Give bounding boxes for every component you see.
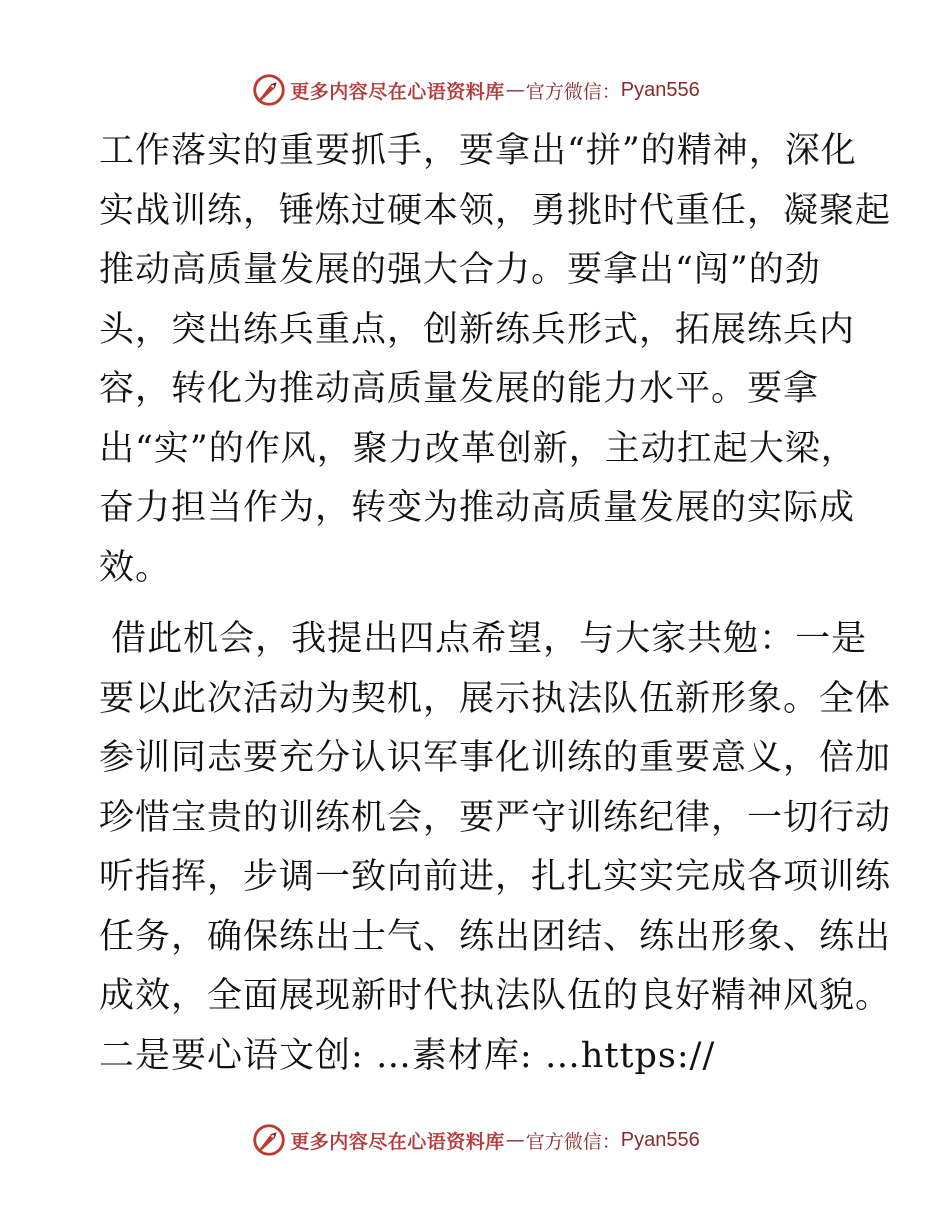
banner-separator: — [505, 1129, 525, 1151]
pen-nib-logo-icon [250, 1121, 288, 1159]
footer-banner [0, 1120, 950, 1160]
banner-official-label: 官方微信： [525, 1130, 621, 1153]
header-banner [0, 70, 950, 110]
banner-brand-text: 更多内容尽在心语资料库 [290, 80, 505, 103]
text-line: 要以此次活动为契机，展示执法队伍新形象。全体 [99, 678, 892, 719]
banner-official-label: 官方微信： [525, 80, 621, 103]
paragraph-1 [99, 122, 892, 598]
document-body [99, 122, 892, 1086]
text-line: 奋力担当作为，转变为推动高质量发展的实际成 [99, 488, 856, 528]
text-line: 头，突出练兵重点，创新练兵形式，拓展练兵内 [99, 309, 856, 350]
text-line: 工作落实的重要抓手，要拿出“拼”的精神，深化 [99, 131, 857, 171]
pen-nib-logo-icon [250, 71, 288, 109]
banner-separator: — [505, 79, 525, 101]
banner-account-id: Pyan556 [620, 1128, 700, 1151]
text-line: 容，转化为推动高质量发展的能力水平。要拿 [99, 369, 820, 409]
paragraph-2 [99, 610, 892, 1086]
text-line: 借此机会，我提出四点希望，与大家共勉：一是 [99, 619, 868, 659]
text-line: 实战训练，锤炼过硬本领，勇挑时代重任，凝聚起 [99, 190, 892, 231]
banner-account-id: Pyan556 [620, 78, 700, 101]
text-line-link-fragment: 二是要心语文创: …素材库: …https:// [99, 1035, 716, 1076]
text-line: 成效，全面展现新时代执法队伍的良好精神风貌。 [99, 976, 892, 1016]
banner-brand-text: 更多内容尽在心语资料库 [290, 1130, 505, 1153]
text-line: 听指挥，步调一致向前进，扎扎实实完成各项训练 [99, 857, 892, 897]
text-line: 任务，确保练出士气、练出团结、练出形象、练出 [99, 916, 892, 957]
text-line: 出“实”的作风，聚力改革创新，主动扛起大梁， [99, 428, 857, 469]
text-line: 参训同志要充分认识军事化训练的重要意义，倍加 [99, 738, 892, 778]
text-line: 效。 [99, 547, 172, 588]
text-line: 推动高质量发展的强大合力。要拿出“闯”的劲 [99, 250, 821, 290]
text-line: 珍惜宝贵的训练机会，要严守训练纪律，一切行动 [99, 797, 892, 838]
